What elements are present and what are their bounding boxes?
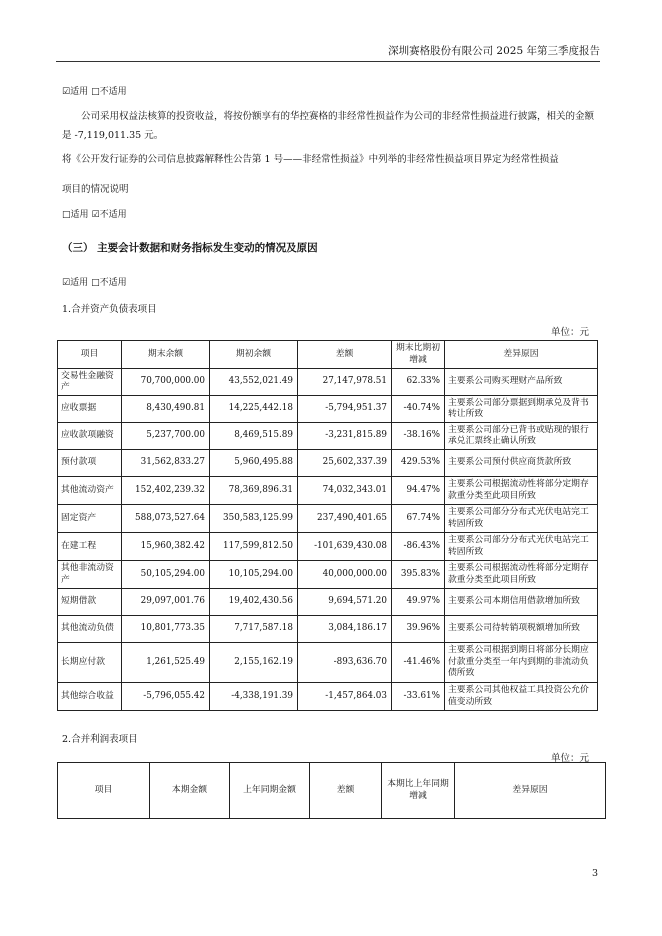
checkbox-line-1 xyxy=(62,85,127,99)
table-row xyxy=(58,589,598,616)
applicable-checked: ☑适用 xyxy=(62,87,89,97)
cell-end-balance: 50,105,294.00 xyxy=(122,561,210,589)
table-row xyxy=(58,533,598,561)
cell-change-pct: -38.16% xyxy=(392,423,445,450)
cell-item: 应收票据 xyxy=(58,396,122,423)
cell-reason: 主要系公司待转销项税额增加所致 xyxy=(445,616,598,643)
cell-change-pct: -40.74% xyxy=(392,396,445,423)
cell-change-pct: 429.53% xyxy=(392,450,445,477)
applicable-unchecked: □适用 xyxy=(62,210,89,220)
not-applicable-unchecked: □不适用 xyxy=(91,278,127,288)
cell-begin-balance: 8,469,515.89 xyxy=(210,423,298,450)
income-unit: 单位：元 xyxy=(550,753,589,764)
cell-reason: 主要系公司根据到期日将部分长期应付款重分类至一年内到期的非流动负债所致 xyxy=(445,643,598,683)
header-difference: 差额 xyxy=(310,763,382,819)
header-rule xyxy=(56,61,600,62)
cell-item: 预付款项 xyxy=(58,450,122,477)
cell-difference: 9,694,571.20 xyxy=(298,589,392,616)
cell-end-balance: 15,960,382.42 xyxy=(122,533,210,561)
table-row xyxy=(58,369,598,396)
cell-item: 其他流动负债 xyxy=(58,616,122,643)
cell-change-pct: -41.46% xyxy=(392,643,445,683)
cell-difference: -101,639,430.08 xyxy=(298,533,392,561)
cell-begin-balance: 14,225,442.18 xyxy=(210,396,298,423)
cell-difference: 237,490,401.65 xyxy=(298,505,392,533)
cell-difference: 27,147,978.51 xyxy=(298,369,392,396)
income-statement-table xyxy=(57,762,606,819)
cell-begin-balance: 5,960,495.88 xyxy=(210,450,298,477)
income-table-title: 2.合并利润表项目 xyxy=(62,734,138,745)
cell-difference: -3,231,815.89 xyxy=(298,423,392,450)
cell-item: 在建工程 xyxy=(58,533,122,561)
cell-end-balance: 5,237,700.00 xyxy=(122,423,210,450)
income-header-row xyxy=(58,763,606,819)
cell-begin-balance: 78,369,896.31 xyxy=(210,477,298,505)
table-row xyxy=(58,616,598,643)
cell-end-balance: -5,796,055.42 xyxy=(122,683,210,711)
cell-item: 其他流动资产 xyxy=(58,477,122,505)
header-difference: 差额 xyxy=(298,341,392,369)
cell-change-pct: -33.61% xyxy=(392,683,445,711)
page-header: 深圳赛格股份有限公司 2025 年第三季度报告 xyxy=(388,45,600,57)
cell-begin-balance: 2,155,162.19 xyxy=(210,643,298,683)
cell-item: 长期应付款 xyxy=(58,643,122,683)
cell-item: 应收款项融资 xyxy=(58,423,122,450)
table-row xyxy=(58,477,598,505)
cell-begin-balance: 7,717,587.18 xyxy=(210,616,298,643)
cell-end-balance: 152,402,239.32 xyxy=(122,477,210,505)
header-begin-balance: 期初余额 xyxy=(210,341,298,369)
cell-reason: 主要系公司购买理财产品所致 xyxy=(445,369,598,396)
cell-begin-balance: 350,583,125.99 xyxy=(210,505,298,533)
cell-end-balance: 1,261,525.49 xyxy=(122,643,210,683)
cell-end-balance: 29,097,001.76 xyxy=(122,589,210,616)
page-number: 3 xyxy=(591,868,598,879)
cell-item: 短期借款 xyxy=(58,589,122,616)
cell-item: 交易性金融资产 xyxy=(58,369,122,396)
cell-begin-balance: 117,599,812.50 xyxy=(210,533,298,561)
balance-sheet-table xyxy=(57,340,598,711)
checkbox-line-2 xyxy=(62,208,127,222)
cell-item: 其他综合收益 xyxy=(58,683,122,711)
balance-table-title: 1.合并资产负债表项目 xyxy=(62,304,157,315)
cell-reason: 主要系公司部分票据到期承兑及背书转让所致 xyxy=(445,396,598,423)
header-item: 项目 xyxy=(58,341,122,369)
header-change-pct: 期末比期初增减 xyxy=(392,341,445,369)
not-applicable-unchecked: □不适用 xyxy=(91,87,127,97)
header-reason: 差异原因 xyxy=(455,763,606,819)
cell-difference: 74,032,343.01 xyxy=(298,477,392,505)
balance-unit: 单位：元 xyxy=(550,327,589,338)
balance-header-row xyxy=(58,341,598,369)
cell-difference: -5,794,951.37 xyxy=(298,396,392,423)
applicable-checked: ☑适用 xyxy=(62,278,89,288)
cell-reason: 主要系公司部分已背书或贴现的银行承兑汇票终止确认所致 xyxy=(445,423,598,450)
header-end-balance: 期末余额 xyxy=(122,341,210,369)
cell-reason: 主要系公司预付供应商货款所致 xyxy=(445,450,598,477)
cell-reason: 主要系公司根据流动性将部分定期存款重分类至此项目所致 xyxy=(445,561,598,589)
checkbox-line-3 xyxy=(62,276,127,290)
table-row xyxy=(58,561,598,589)
cell-change-pct: 94.47% xyxy=(392,477,445,505)
cell-reason: 主要系公司本期信用借款增加所致 xyxy=(445,589,598,616)
cell-difference: -893,636.70 xyxy=(298,643,392,683)
table-row xyxy=(58,423,598,450)
table-row xyxy=(58,505,598,533)
not-applicable-checked: ☑不适用 xyxy=(91,210,127,220)
cell-begin-balance: 43,552,021.49 xyxy=(210,369,298,396)
header-item: 项目 xyxy=(58,763,150,819)
cell-begin-balance: -4,338,191.39 xyxy=(210,683,298,711)
cell-item: 其他非流动资产 xyxy=(58,561,122,589)
cell-reason: 主要系公司根据流动性将部分定期存款重分类至此项目所致 xyxy=(445,477,598,505)
header-current-amount: 本期金额 xyxy=(150,763,230,819)
table-row xyxy=(58,643,598,683)
cell-reason: 主要系公司部分分布式光伏电站完工转固所致 xyxy=(445,505,598,533)
cell-change-pct: -86.43% xyxy=(392,533,445,561)
cell-change-pct: 39.96% xyxy=(392,616,445,643)
investment-income-paragraph: 公司采用权益法核算的投资收益，将按份额享有的华控赛格的非经常性损益作为公司的非经常性损益进行披露，相关的金额是 -7,119,011.35 元。 xyxy=(62,111,595,141)
cell-begin-balance: 10,105,294.00 xyxy=(210,561,298,589)
cell-change-pct: 49.97% xyxy=(392,589,445,616)
cell-reason: 主要系公司部分分布式光伏电站完工转固所致 xyxy=(445,533,598,561)
cell-difference: 3,084,186.17 xyxy=(298,616,392,643)
section-title: （三） 主要会计数据和财务指标发生变动的情况及原因 xyxy=(62,242,318,254)
table-row xyxy=(58,450,598,477)
cell-end-balance: 10,801,773.35 xyxy=(122,616,210,643)
header-prior-amount: 上年同期金额 xyxy=(230,763,310,819)
table-row xyxy=(58,396,598,423)
cell-change-pct: 67.74% xyxy=(392,505,445,533)
reclassification-line-2: 项目的情况说明 xyxy=(62,184,129,195)
cell-reason: 主要系公司其他权益工具投资公允价值变动所致 xyxy=(445,683,598,711)
cell-difference: -1,457,864.03 xyxy=(298,683,392,711)
cell-item: 固定资产 xyxy=(58,505,122,533)
header-reason: 差异原因 xyxy=(445,341,598,369)
reclassification-line-1: 将《公开发行证券的公司信息披露解释性公告第 1 号——非经常性损益》中列举的非经常性损益项目界定为经常性损益 xyxy=(62,154,559,165)
table-row xyxy=(58,683,598,711)
cell-change-pct: 62.33% xyxy=(392,369,445,396)
cell-end-balance: 588,073,527.64 xyxy=(122,505,210,533)
cell-difference: 40,000,000.00 xyxy=(298,561,392,589)
cell-begin-balance: 19,402,430.56 xyxy=(210,589,298,616)
cell-end-balance: 70,700,000.00 xyxy=(122,369,210,396)
cell-end-balance: 8,430,490.81 xyxy=(122,396,210,423)
header-change-pct: 本期比上年同期增减 xyxy=(382,763,455,819)
cell-difference: 25,602,337.39 xyxy=(298,450,392,477)
cell-end-balance: 31,562,833.27 xyxy=(122,450,210,477)
cell-change-pct: 395.83% xyxy=(392,561,445,589)
